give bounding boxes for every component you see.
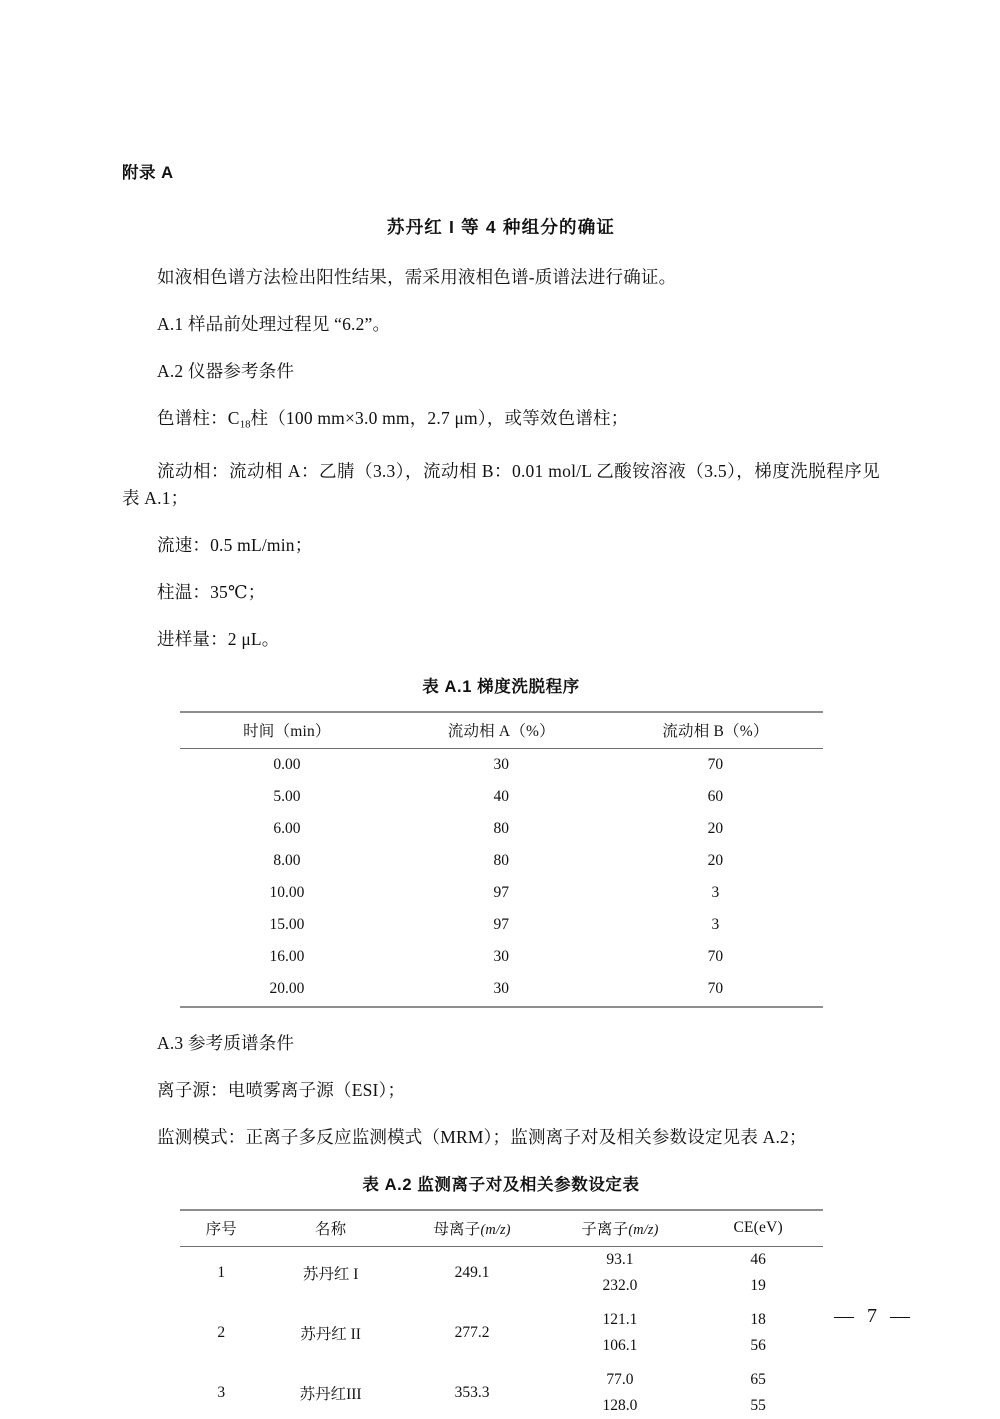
table-cell: 15.00 <box>269 916 305 934</box>
table-cell: 97 <box>493 884 510 902</box>
table-a2-th-ce: CE(eV) <box>733 1219 783 1237</box>
table-cell-ce: 19 <box>750 1277 766 1295</box>
table-a2-wrapper <box>122 1171 880 1419</box>
table-cell-name: 苏丹红 II <box>300 1326 361 1344</box>
table-cell-ce: 18 <box>750 1311 766 1329</box>
table-cell: 0.00 <box>273 756 301 774</box>
paragraph-mobile-phase: 流动相：流动相 A：乙腈（3.3），流动相 B：0.01 mol/L 乙酸铵溶液（3.5），梯度洗脱程序见表 A.1； <box>122 461 880 509</box>
table-a1-th-phase-a: 流动相 A（%） <box>447 723 555 741</box>
table-cell-index: 2 <box>217 1324 226 1342</box>
table-cell: 20.00 <box>269 980 305 998</box>
paragraph-intro: 如液相色谱方法检出阳性结果，需采用液相色谱-质谱法进行确证。 <box>157 267 677 287</box>
table-row <box>180 781 823 813</box>
table-a1-th-phase-b: 流动相 B（%） <box>662 723 769 741</box>
table-a2-head <box>180 1210 823 1247</box>
table-cell-product: 93.1 <box>606 1251 634 1269</box>
table-cell: 6.00 <box>273 820 301 838</box>
paragraph-flow-rate: 流速：0.5 mL/min； <box>157 535 313 556</box>
table-a1-head <box>180 712 823 749</box>
table-cell: 8.00 <box>273 852 301 870</box>
table-cell-name: 苏丹红 I <box>302 1266 359 1284</box>
table-cell: 30 <box>493 756 510 774</box>
column-suffix: 柱（100 mm×3.0 mm，2.7 μm），或等效色谱柱； <box>250 408 629 428</box>
table-row <box>180 813 823 845</box>
table-a2-th-index: 序号 <box>205 1221 237 1239</box>
table-cell-ce: 65 <box>750 1371 766 1389</box>
table-a1 <box>180 711 823 1008</box>
page-title: 苏丹红 I 等 4 种组分的确证 <box>386 217 616 237</box>
table-a2 <box>180 1209 823 1419</box>
table-cell <box>180 1359 823 1367</box>
table-cell: 30 <box>493 948 510 966</box>
document-body <box>122 160 880 1419</box>
table-row <box>180 845 823 877</box>
table-a1-th-time: 时间（min） <box>243 723 331 741</box>
table-a2-th-name: 名称 <box>314 1221 347 1239</box>
heading-a3: A.3 参考质谱条件 <box>157 1033 295 1054</box>
table-cell-precursor: 353.3 <box>454 1384 490 1402</box>
table-row-spacer <box>180 1359 823 1367</box>
table-cell: 80 <box>493 852 510 870</box>
table-cell-product: 106.1 <box>602 1337 638 1355</box>
table-cell <box>180 1299 823 1307</box>
table-cell: 80 <box>493 820 510 838</box>
table-a2-caption: 表 A.2 监测离子对及相关参数设定表 <box>362 1176 640 1195</box>
table-cell-precursor: 249.1 <box>454 1264 490 1282</box>
table-row-spacer <box>180 1299 823 1307</box>
heading-a2: A.2 仪器参考条件 <box>157 361 295 381</box>
table-cell: 3 <box>711 916 720 934</box>
table-cell: 70 <box>707 948 724 966</box>
table-cell: 40 <box>493 788 510 806</box>
table-cell-product: 121.1 <box>602 1311 638 1329</box>
table-cell-name: 苏丹红III <box>299 1386 362 1404</box>
table-a1-caption: 表 A.1 梯度洗脱程序 <box>422 678 580 697</box>
table-header-row <box>180 1210 823 1247</box>
paragraph-column <box>122 405 880 438</box>
table-cell: 70 <box>707 980 724 998</box>
table-cell: 30 <box>493 980 510 998</box>
paragraph-injection-volume: 进样量：2 μL。 <box>157 629 280 650</box>
table-cell-ce: 46 <box>750 1251 766 1269</box>
table-row <box>180 909 823 941</box>
table-a2-body <box>180 1247 823 1419</box>
appendix-label: 附录 A <box>122 164 174 182</box>
table-cell: 16.00 <box>269 948 305 966</box>
table-cell: 5.00 <box>273 788 301 806</box>
paragraph-monitor-mode: 监测模式：正离子多反应监测模式（MRM）；监测离子对及相关参数设定见表 A.2； <box>157 1127 807 1148</box>
table-a1-body <box>180 749 823 1008</box>
column-subscript: 18 <box>239 418 251 431</box>
column-prefix: 色谱柱：C <box>157 408 240 428</box>
paragraph-ion-source: 离子源：电喷雾离子源（ESI）； <box>157 1080 406 1101</box>
table-row <box>180 973 823 1007</box>
table-cell-precursor: 277.2 <box>454 1324 490 1342</box>
table-cell: 20 <box>707 820 724 838</box>
table-cell-product: 128.0 <box>602 1397 638 1415</box>
table-cell: 60 <box>707 788 724 806</box>
table-cell-index: 3 <box>217 1384 226 1402</box>
table-cell-product: 232.0 <box>602 1277 638 1295</box>
table-cell-ce: 55 <box>750 1397 766 1415</box>
table-row <box>180 941 823 973</box>
page-number: — 7 — <box>834 1305 914 1327</box>
table-cell-ce: 56 <box>750 1337 766 1355</box>
table-a2-th-product: 子离子(m/z) <box>581 1221 659 1239</box>
table-header-row <box>180 712 823 749</box>
table-cell: 97 <box>493 916 510 934</box>
table-a1-wrapper <box>122 673 880 1008</box>
paragraph-column-temp: 柱温：35℃； <box>157 582 266 603</box>
table-row <box>180 877 823 909</box>
table-row <box>180 1367 823 1393</box>
table-a2-th-precursor: 母离子(m/z) <box>433 1221 511 1239</box>
table-row <box>180 749 823 782</box>
table-cell-product: 77.0 <box>606 1371 634 1389</box>
table-cell-index: 1 <box>217 1264 226 1282</box>
table-row <box>180 1247 823 1274</box>
paragraph-a1: A.1 样品前处理过程见 “6.2”。 <box>157 314 391 334</box>
table-cell: 70 <box>707 756 724 774</box>
table-cell: 20 <box>707 852 724 870</box>
table-cell: 3 <box>711 884 720 902</box>
table-row <box>180 1307 823 1333</box>
table-cell: 10.00 <box>269 884 305 902</box>
